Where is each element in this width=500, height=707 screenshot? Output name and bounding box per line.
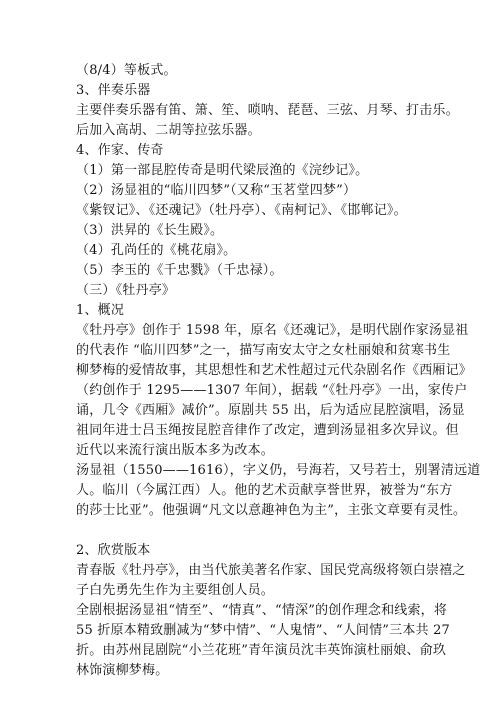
text-line: （4）孔尚任的《桃花扇》。 (76, 243, 237, 258)
text-line: 全剧根据汤显祖“情至”、“情真”、“情深”的创作理念和线索，将 (76, 603, 448, 618)
text-line: 后加入高胡、二胡等拉弦乐器。 (76, 123, 261, 138)
text-line: 青春版《牡丹亭》，由当代旅美著名作家、国民党高级将领白崇禧之 (76, 563, 466, 578)
text-line: 祖同年进士吕玉绳按昆腔音律作了改定，遭到汤显祖多次异议。但 (76, 423, 459, 438)
section-heading: 3、伴奏乐器 (76, 83, 151, 98)
section-heading: 1、概况 (76, 303, 125, 318)
text-line: 主要伴奏乐器有笛、箫、笙、唢呐、琵琶、三弦、月琴、打击乐。 (76, 103, 459, 118)
text-line: 55 折原本精致删减为“梦中情”、“人鬼情”、“人间情”三本共 27 (76, 623, 451, 638)
text-line: 《牡丹亭》创作于 1598 年，原名《还魂记》，是明代剧作家汤显祖 (76, 323, 469, 338)
text-line: 林饰演柳梦梅。 (76, 663, 169, 678)
section-heading: 4、作家、传奇 (76, 143, 164, 158)
text-line: （1）第一部昆腔传奇是明代梁辰渔的《浣纱记》。 (76, 163, 369, 178)
text-line: 折。由苏州昆剧院“小兰花班”青年演员沈丰英饰演杜丽娘、俞玖 (76, 643, 447, 658)
text-line: 近代以来流行演出版本多为改本。 (76, 443, 275, 458)
text-line: 的莎士比亚”。他强调“凡文以意趣神色为主”，主张文章要有灵性。 (76, 503, 467, 518)
text-line: （约创作于 1295——1307 年间），据载 “《牡丹亭》一出，家传户 (76, 383, 468, 398)
text-line: 诵，几令《西厢》减价”。原剧共 55 出，后为适应昆腔演唱，汤显 (76, 403, 465, 418)
section-heading: （三）《牡丹亭》 (76, 283, 176, 298)
section-heading: 2、欣赏版本 (76, 543, 151, 558)
text-line: （8/4）等板式。 (76, 63, 177, 78)
text-line: （3）洪昇的《长生殿》。 (76, 223, 224, 238)
text-line: （5）李玉的《千忠戮》（千忠禄）。 (76, 263, 283, 278)
text-line: 柳梦梅的爱情故事，其思想性和艺术性超过元代杂剧名作《西厢记》 (76, 363, 473, 378)
text-line: 《紫钗记》、《还魂记》（牡丹亭）、《南柯记》、《邯郸记》。 (76, 203, 407, 218)
text-line: 人。临川（今属江西）人。他的艺术贡献享誉世界，被誉为“东方 (76, 483, 453, 498)
text-line: （2）汤显祖的“临川四梦”（又称“玉茗堂四梦”） (76, 183, 357, 198)
text-line: 汤显祖（1550——1616），字义仍，号海若，又号若士，别署清远道 (76, 463, 481, 478)
text-line: 子白先勇先生作为主要组创人员。 (76, 583, 275, 598)
text-line: 的代表作 “临川四梦”之一，描写南安太守之女杜丽娘和贫寒书生 (76, 343, 451, 358)
